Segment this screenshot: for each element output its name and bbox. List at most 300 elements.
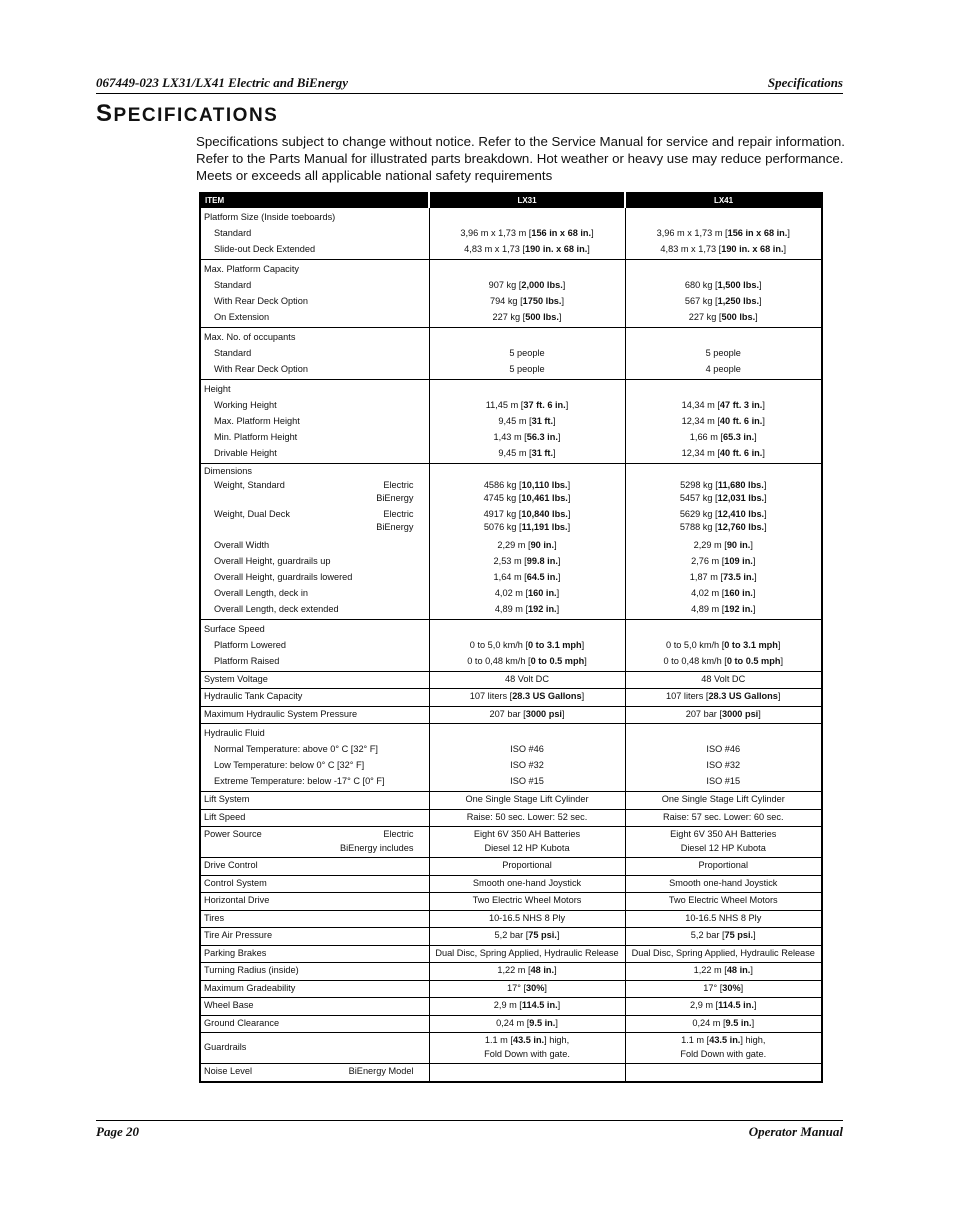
value-suffix: ]: [556, 587, 560, 598]
value-text: 5,2 bar [: [494, 930, 529, 940]
variant-label: BiEnergy Model: [348, 1066, 414, 1076]
value-text: 4,02 m [: [691, 587, 725, 598]
value-text: 680 kg [: [684, 280, 718, 290]
value-suffix: ]: [750, 965, 753, 975]
value-text: 907 kg [: [488, 280, 522, 290]
spec-label: Extreme Temperature: below -17° C [0° F]: [214, 776, 385, 786]
spec-value: Diesel 12 HP Kubota: [484, 842, 570, 853]
value-text: ISO #32: [706, 760, 741, 770]
value-text: 1,87 m [: [689, 571, 723, 582]
column-header-lx31: LX31: [429, 193, 625, 208]
spec-label: Normal Temperature: above 0° C [32° F]: [214, 744, 378, 754]
power-line: [204, 842, 426, 856]
value-text: Raise: 50 sec. Lower: 52 sec.: [466, 811, 588, 822]
value-suffix: ]: [561, 708, 565, 719]
value-imperial: 156 in x 68 in.: [531, 228, 592, 238]
item-cell: [200, 858, 429, 876]
group-title: Height: [204, 384, 231, 394]
lx31-cell: [429, 893, 625, 911]
value-suffix: ]: [555, 1017, 558, 1028]
value-suffix: ]: [764, 493, 767, 503]
table-row: [200, 910, 822, 928]
spec-label: Parking Brakes: [204, 947, 267, 958]
value-imperial: 12,410 lbs.: [717, 508, 765, 519]
page-footer: [96, 1120, 843, 1141]
weight-line: [204, 492, 426, 506]
value-imperial: 10,461 lbs.: [521, 493, 568, 503]
value-suffix: ]: [561, 296, 565, 306]
value-suffix: ]: [763, 479, 767, 490]
spec-label: With Rear Deck Option: [214, 296, 308, 306]
spec-value: [629, 601, 819, 617]
item-cell: [200, 963, 429, 981]
spec-value: [629, 877, 819, 891]
table-row: [200, 945, 822, 963]
table-row: [200, 706, 822, 724]
spec-value: [629, 929, 819, 943]
value-suffix: ]: [581, 691, 585, 701]
spec-label: Standard: [214, 280, 252, 290]
value-text: 10-16.5 NHS 8 Ply: [488, 912, 566, 923]
group-title: Max. Platform Capacity: [204, 264, 299, 274]
value-text: Smooth one-hand Joystick: [472, 877, 582, 888]
table-row: [200, 998, 822, 1016]
value-text: 48 Volt DC: [505, 673, 549, 684]
variant-label: Electric: [383, 829, 414, 839]
variant-label: BiEnergy: [376, 522, 414, 532]
column-header-item: ITEM: [200, 193, 429, 208]
spec-value: Fold Down with gate.: [680, 1048, 767, 1059]
value-imperial: 192 in.: [528, 603, 557, 614]
spec-label: Overall Width: [214, 539, 270, 550]
spec-value: [433, 492, 622, 506]
spec-value: [433, 537, 622, 553]
lx31-cell: [429, 1064, 625, 1082]
value-text: 5457 kg [: [679, 493, 718, 503]
lx41-cell: [625, 1064, 822, 1082]
value-suffix: ]: [759, 296, 762, 306]
value-imperial: 192 in.: [724, 603, 753, 614]
spec-value: [433, 361, 622, 377]
value-imperial: 500 lbs.: [721, 312, 756, 322]
table-row: [200, 1015, 822, 1033]
value-text: 567 kg [: [684, 296, 718, 306]
value-text: One Single Stage Lift Cylinder: [465, 794, 589, 804]
lx41-cell: [625, 671, 822, 689]
spec-label: With Rear Deck Option: [214, 364, 308, 374]
spec-label: Maximum Hydraulic System Pressure: [204, 708, 358, 719]
value-suffix: ]: [567, 508, 571, 519]
value-suffix: ]: [752, 603, 756, 614]
item-cell: [200, 827, 429, 858]
value-imperial: 0 to 3.1 mph: [724, 639, 778, 650]
variant-label: Electric: [383, 479, 414, 490]
spec-value: [629, 585, 819, 601]
value-text: 5,2 bar [: [690, 930, 725, 940]
value-imperial: 3000 psi: [721, 708, 759, 719]
item-cell: [200, 910, 429, 928]
value-text: 4 people: [705, 364, 741, 374]
item-cell: [200, 208, 429, 260]
spec-value: [433, 673, 622, 687]
lx31-cell: [429, 980, 625, 998]
spec-value: [629, 1017, 819, 1031]
lx41-cell: [625, 827, 822, 858]
spec-value: [433, 894, 622, 908]
value-imperial: 48 in.: [530, 965, 555, 975]
table-row: [200, 328, 822, 380]
item-cell: [200, 1015, 429, 1033]
blank-line: [433, 621, 622, 637]
value-text: 107 liters [: [666, 691, 709, 701]
variant-label: BiEnergy includes: [339, 842, 414, 853]
spec-value: [433, 1034, 622, 1048]
spec-value: [629, 811, 819, 825]
group-title: Max. No. of occupants: [204, 332, 296, 342]
value-text: ISO #32: [510, 760, 544, 770]
spec-value: [433, 947, 622, 961]
blank-line: [629, 329, 819, 345]
table-header-row: [200, 193, 822, 208]
value-suffix: ]: [562, 280, 566, 290]
value-text: 5788 kg [: [679, 522, 718, 532]
spec-label: Wheel Base: [204, 1000, 254, 1010]
value-text: 0,24 m [: [692, 1017, 726, 1028]
spec-value: [629, 773, 819, 789]
spec-label: Working Height: [214, 400, 277, 410]
spec-value: [629, 999, 819, 1013]
value-text: ISO #15: [510, 776, 544, 786]
value-text: 1,22 m [: [497, 965, 531, 975]
value-text: 207 bar [: [489, 708, 526, 719]
spec-label: Horizontal Drive: [204, 895, 270, 905]
spec-value: [433, 345, 622, 361]
table-row: [200, 792, 822, 810]
spec-value: [629, 293, 819, 309]
spec-label: Weight, Standard: [214, 479, 285, 490]
value-imperial: 10,110 lbs.: [521, 479, 568, 490]
value-imperial: 9.5 in.: [529, 1017, 556, 1028]
value-imperial: 114.5 in.: [718, 1000, 754, 1010]
spec-label: Min. Platform Height: [214, 432, 298, 442]
value-text: 0 to 0,48 km/h [: [663, 655, 727, 666]
table-row: [200, 809, 822, 827]
value-text: 5629 kg [: [679, 508, 718, 519]
spec-label: [214, 492, 364, 506]
value-suffix: ]: [753, 930, 756, 940]
value-suffix: ]: [764, 508, 767, 519]
spec-value: [629, 521, 819, 535]
value-text: Dual Disc, Spring Applied, Hydraulic Release: [435, 947, 619, 958]
lx41-cell: [625, 893, 822, 911]
value-text: 48 Volt DC: [701, 673, 746, 684]
lx31-cell: [429, 671, 625, 689]
spec-value: [433, 521, 622, 535]
section-title: SPECIFICATIONS: [96, 100, 279, 127]
item-cell: [200, 1064, 429, 1082]
lx41-cell: [625, 910, 822, 928]
spec-value: [629, 1034, 819, 1048]
blank-line: [629, 261, 819, 277]
value-imperial: 40 ft. 6 in.: [719, 416, 763, 426]
lx41-cell: [625, 980, 822, 998]
lx31-cell: [429, 689, 625, 707]
item-cell: [200, 1033, 429, 1064]
value-text: Proportional: [698, 860, 749, 870]
value-text: 5076 kg [: [483, 522, 522, 532]
value-text: 4917 kg [: [483, 508, 522, 519]
spec-label: Guardrails: [204, 1041, 247, 1052]
spec-value: [433, 413, 622, 429]
value-suffix: ]: [584, 655, 587, 666]
value-text: 1,22 m [: [693, 965, 727, 975]
value-text: One Single Stage Lift Cylinder: [661, 794, 785, 804]
value-imperial: 0 to 3.1 mph: [528, 639, 582, 650]
value-imperial: 75 psi.: [724, 930, 754, 940]
lx31-cell: [429, 724, 625, 792]
value-text: 2,9 m [: [493, 1000, 522, 1010]
item-cell: [200, 328, 429, 380]
page-header: [96, 75, 843, 94]
lx31-cell: [429, 963, 625, 981]
value-suffix: ] high,: [544, 1035, 570, 1045]
value-suffix: ]: [581, 639, 585, 650]
lx31-cell: [429, 1033, 625, 1064]
lx41-cell: [625, 963, 822, 981]
blank-line: [629, 621, 819, 637]
spec-label: Drivable Height: [214, 448, 277, 458]
value-imperial: 11,191 lbs.: [521, 522, 568, 532]
lx41-cell: [625, 328, 822, 380]
value-imperial: 1,250 lbs.: [717, 296, 759, 306]
value-suffix: ]: [755, 312, 758, 322]
specifications-table: [199, 192, 823, 1083]
blank-line: [433, 329, 622, 345]
spec-label: Maximum Gradeability: [204, 982, 296, 993]
spec-value: [629, 708, 819, 722]
spec-value: [629, 673, 819, 687]
value-suffix: ]: [567, 522, 571, 532]
item-cell: [200, 619, 429, 671]
header-document-title: 067449-023 LX31/LX41 Electric and BiEnergy: [96, 75, 349, 90]
spec-value: [433, 877, 622, 891]
value-imperial: 65.3 in.: [722, 432, 755, 442]
lx31-cell: [429, 208, 625, 260]
value-text: 1.1 m [: [681, 1035, 710, 1045]
value-imperial: 28.3 US Gallons: [708, 691, 778, 701]
lx31-cell: [429, 380, 625, 464]
value-suffix: ]: [558, 312, 562, 322]
spec-value: [433, 1017, 622, 1031]
spec-label: [214, 521, 364, 535]
spec-label: Tire Air Pressure: [204, 930, 273, 940]
spec-label: Hydraulic Tank Capacity: [204, 691, 303, 701]
lx31-cell: [429, 858, 625, 876]
spec-value: Diesel 12 HP Kubota: [680, 842, 766, 853]
spec-label: Lift System: [204, 794, 250, 804]
value-text: 3,96 m x 1,73 m [: [460, 228, 532, 238]
value-imperial: 73.5 in.: [722, 571, 755, 582]
value-text: 794 kg [: [489, 296, 523, 306]
value-text: 5 people: [509, 348, 545, 358]
value-imperial: 1,500 lbs.: [717, 280, 759, 290]
blank-line: [433, 381, 622, 397]
lx41-cell: [625, 260, 822, 328]
spec-value: [629, 277, 819, 293]
value-suffix: ]: [740, 982, 744, 993]
value-imperial: 190 in. x 68 in.: [524, 244, 588, 254]
spec-label: Lift Speed: [204, 811, 246, 822]
table-row: [200, 689, 822, 707]
value-text: 5 people: [705, 348, 741, 358]
value-text: Two Electric Wheel Motors: [472, 895, 582, 905]
spec-value: [629, 1065, 819, 1079]
variant-label: BiEnergy: [376, 493, 414, 503]
item-cell: [200, 380, 429, 464]
spec-label: Platform Raised: [214, 655, 280, 666]
lx41-cell: [625, 706, 822, 724]
value-text: Smooth one-hand Joystick: [669, 877, 778, 888]
spec-value: [629, 361, 819, 377]
spec-value: [433, 508, 622, 522]
spec-value: [629, 894, 819, 908]
value-imperial: 30%: [526, 982, 545, 993]
lx41-cell: [625, 945, 822, 963]
value-suffix: ]: [553, 416, 556, 426]
lx31-cell: [429, 706, 625, 724]
spec-value: [629, 397, 819, 413]
lx31-cell: [429, 998, 625, 1016]
lx41-cell: [625, 928, 822, 946]
spec-label: Power Source: [204, 829, 262, 839]
item-cell: [200, 671, 429, 689]
footer-page-number: Page 20: [96, 1124, 139, 1139]
spec-label: Platform Lowered: [214, 639, 287, 650]
spec-label: Turning Radius (inside): [204, 965, 299, 975]
lx41-cell: [625, 724, 822, 792]
value-text: 14,34 m [: [681, 400, 720, 410]
lx31-cell: [429, 260, 625, 328]
value-suffix: ]: [751, 1017, 755, 1028]
value-suffix: ]: [762, 416, 765, 426]
spec-value: Eight 6V 350 AH Batteries: [670, 829, 777, 839]
spec-label: Weight, Dual Deck: [214, 508, 290, 519]
lx31-cell: [429, 464, 625, 620]
blank-line: [433, 261, 622, 277]
lx31-cell: [429, 792, 625, 810]
table-row: [200, 875, 822, 893]
lx41-cell: [625, 875, 822, 893]
item-cell: [200, 875, 429, 893]
value-imperial: 12,031 lbs.: [717, 493, 765, 503]
value-imperial: 11,680 lbs.: [717, 479, 764, 490]
value-imperial: 37 ft. 6 in.: [523, 400, 566, 410]
intro-paragraph: Specifications subject to change without notice. Refer to the Service Manual for service and repair information. Refer to the Parts Manual for illustrated parts breakdown. Hot weather or heavy use may reduce performance. Meets or exceeds all applicable national safety requirements: [196, 134, 845, 183]
spec-value: [433, 757, 622, 773]
value-suffix: ]: [758, 708, 761, 719]
value-suffix: ]: [557, 571, 561, 582]
spec-label: Max. Platform Height: [214, 416, 300, 426]
spec-value: [629, 508, 819, 522]
value-suffix: ]: [554, 965, 557, 975]
value-imperial: 190 in. x 68 in.: [721, 244, 784, 254]
spec-value: [433, 637, 622, 653]
value-imperial: 2,000 lbs.: [521, 280, 563, 290]
spec-value: [433, 397, 622, 413]
value-text: 10-16.5 NHS 8 Ply: [685, 912, 762, 923]
spec-value: [433, 859, 622, 873]
item-cell: [200, 724, 429, 792]
spec-value: [433, 708, 622, 722]
value-suffix: ]: [556, 603, 560, 614]
spec-value: [629, 982, 819, 996]
value-suffix: ]: [567, 493, 571, 503]
value-suffix: ]: [777, 691, 781, 701]
group-title: Dimensions: [204, 466, 252, 476]
lx41-cell: [625, 1015, 822, 1033]
spec-value: Fold Down with gate.: [484, 1048, 570, 1059]
lx31-cell: [429, 945, 625, 963]
lx41-cell: [625, 619, 822, 671]
value-text: Proportional: [502, 860, 552, 870]
spec-value: [433, 429, 622, 445]
spec-value: [629, 553, 819, 569]
value-text: ISO #46: [510, 744, 544, 754]
value-imperial: 160 in.: [724, 587, 753, 598]
value-text: 12,34 m [: [681, 448, 720, 458]
spec-label: Overall Length, deck in: [214, 587, 308, 598]
spec-label: Noise Level: [204, 1066, 253, 1076]
value-imperial: 500 lbs.: [525, 312, 559, 322]
value-suffix: ]: [565, 400, 569, 410]
table-row: [200, 671, 822, 689]
lx41-cell: [625, 792, 822, 810]
table-row: [200, 858, 822, 876]
spec-label: Low Temperature: below 0° C [32° F]: [214, 760, 365, 770]
spec-label: Slide-out Deck Extended: [214, 244, 316, 254]
spec-value: [433, 225, 622, 241]
item-cell: [200, 706, 429, 724]
table-row: [200, 928, 822, 946]
spec-value: [629, 569, 819, 585]
spec-value: [629, 345, 819, 361]
table-row: [200, 1033, 822, 1064]
value-suffix: ]: [557, 1000, 561, 1010]
value-text: Raise: 57 sec. Lower: 60 sec.: [662, 811, 784, 822]
value-suffix: ]: [752, 555, 756, 566]
value-imperial: 90 in.: [726, 539, 751, 550]
value-imperial: 43.5 in.: [709, 1035, 741, 1045]
value-imperial: 43.5 in.: [512, 1035, 545, 1045]
blank-line: [629, 725, 819, 741]
spec-label: System Voltage: [204, 673, 268, 684]
variant-label: Electric: [383, 508, 414, 519]
spec-value: [629, 757, 819, 773]
spec-label: Ground Clearance: [204, 1017, 280, 1028]
footer-manual-name: Operator Manual: [748, 1124, 843, 1139]
table-row: [200, 380, 822, 464]
value-text: 0,24 m [: [496, 1017, 530, 1028]
table-row: [200, 980, 822, 998]
value-text: 1,66 m [: [689, 432, 723, 442]
value-imperial: 40 ft. 6 in.: [719, 448, 763, 458]
spec-value: [629, 964, 819, 978]
value-text: 12,34 m [: [681, 416, 720, 426]
spec-label: Standard: [214, 348, 252, 358]
item-cell: [200, 689, 429, 707]
blank-line: [629, 209, 819, 225]
value-text: 2,29 m [: [693, 539, 727, 550]
